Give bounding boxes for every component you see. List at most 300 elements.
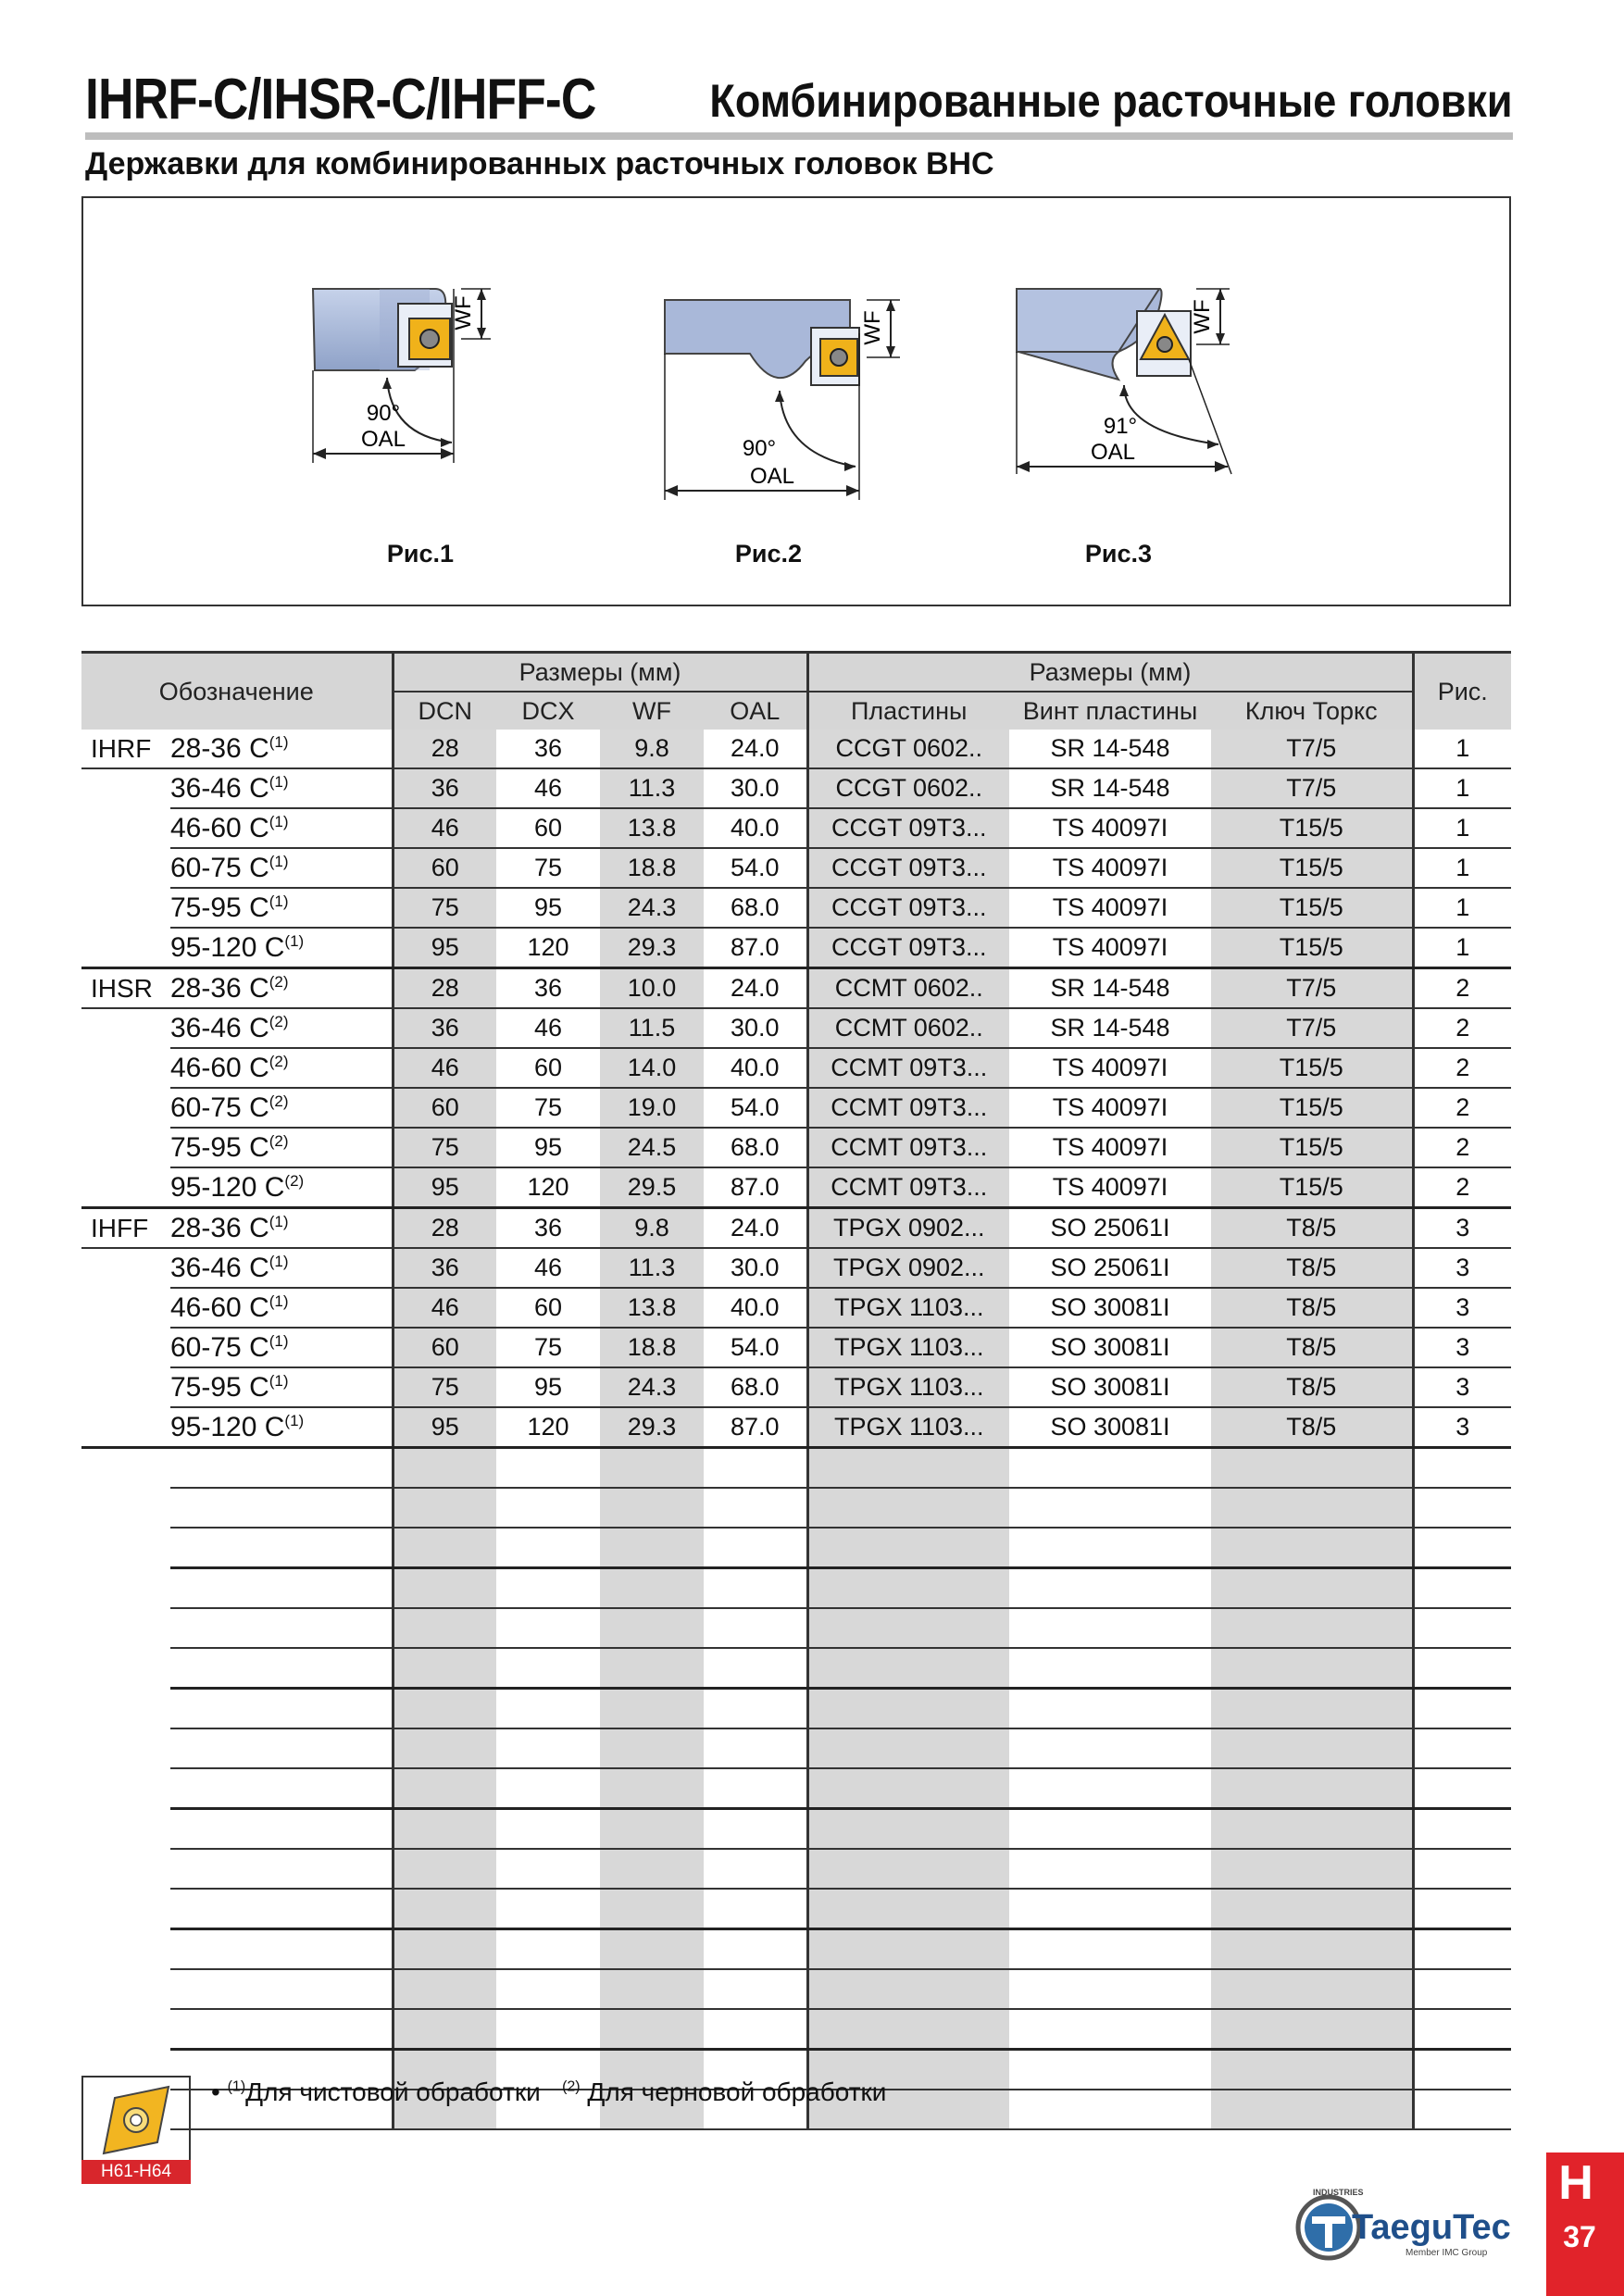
table-row (81, 888, 1511, 928)
torx-cell: T7/5 (1211, 730, 1413, 768)
designation-cell (170, 848, 393, 888)
empty-cell (1413, 2009, 1511, 2050)
table-row (81, 730, 1511, 768)
dcx-cell: 60 (496, 808, 600, 848)
empty-cell (1413, 1689, 1511, 1729)
empty-row (81, 1689, 1511, 1729)
empty-cell (807, 1929, 1009, 1970)
empty-cell (81, 1568, 170, 1609)
empty-cell (81, 1608, 170, 1648)
insert-cell: CCMT 09T3... (807, 1088, 1009, 1128)
designation-cell (170, 1367, 393, 1407)
empty-cell (807, 2009, 1009, 2050)
empty-cell (1009, 2050, 1211, 2090)
header-dcx: DCX (496, 692, 600, 730)
insert-cell: CCGT 0602.. (807, 730, 1009, 768)
wf-cell: 13.8 (600, 808, 704, 848)
dcn-cell: 75 (393, 888, 496, 928)
insert-cell: TPGX 1103... (807, 1328, 1009, 1367)
designation-cell (170, 928, 393, 968)
screw-cell: SR 14-548 (1009, 768, 1211, 808)
wf-cell: 24.3 (600, 888, 704, 928)
header-fig: Рис. (1413, 653, 1511, 730)
designation-note: (1) (269, 892, 289, 910)
screw-cell: SR 14-548 (1009, 1008, 1211, 1048)
empty-cell (1211, 1528, 1413, 1568)
series-cell (81, 1128, 170, 1167)
insert-cell: TPGX 1103... (807, 1367, 1009, 1407)
table-row (81, 1008, 1511, 1048)
dcx-cell: 120 (496, 1167, 600, 1208)
empty-cell (1009, 1969, 1211, 2009)
fig-cell: 3 (1413, 1288, 1511, 1328)
empty-cell (807, 1488, 1009, 1528)
empty-cell (1211, 1568, 1413, 1609)
table-row (81, 1328, 1511, 1367)
empty-cell (170, 1969, 393, 2009)
empty-cell (1413, 1768, 1511, 1809)
footnotes (211, 2078, 886, 2107)
empty-cell (393, 1448, 496, 1489)
empty-cell (807, 1689, 1009, 1729)
designation-note: (2) (269, 1092, 289, 1110)
screw-cell: TS 40097I (1009, 1128, 1211, 1167)
empty-cell (704, 1969, 807, 2009)
dcx-cell: 60 (496, 1048, 600, 1088)
screw-cell: TS 40097I (1009, 1048, 1211, 1088)
designation-note: (1) (269, 1292, 289, 1310)
empty-cell (704, 1768, 807, 1809)
screw-cell: TS 40097I (1009, 928, 1211, 968)
wf-cell: 13.8 (600, 1288, 704, 1328)
empty-cell (1009, 1929, 1211, 1970)
designation-text: 95-120 C (170, 931, 285, 963)
oal-cell: 40.0 (704, 808, 807, 848)
empty-row (81, 1648, 1511, 1689)
designation-text: 36-46 C (170, 1012, 269, 1043)
section-subtitle: Державки для комбинированных расточных головок BHC (85, 146, 994, 181)
figures-panel (81, 196, 1511, 606)
empty-cell (1211, 1448, 1413, 1489)
empty-row (81, 1728, 1511, 1768)
empty-row (81, 1608, 1511, 1648)
fig1-oal-label: OAL (360, 427, 406, 452)
screw-cell: SR 14-548 (1009, 968, 1211, 1009)
note2-mark: (2) (562, 2078, 581, 2095)
oal-cell: 24.0 (704, 968, 807, 1009)
empty-cell (1413, 1448, 1511, 1489)
series-cell (81, 848, 170, 888)
insert-cell: CCMT 09T3... (807, 1128, 1009, 1167)
empty-cell (170, 2009, 393, 2050)
wf-cell: 11.5 (600, 1008, 704, 1048)
empty-cell (393, 1929, 496, 1970)
empty-row (81, 1929, 1511, 1970)
dcn-cell: 46 (393, 1048, 496, 1088)
dcn-cell: 95 (393, 1407, 496, 1448)
table-row (81, 1088, 1511, 1128)
empty-cell (393, 1488, 496, 1528)
designation-note: (1) (269, 1371, 289, 1390)
table-row (81, 1248, 1511, 1288)
fig-cell: 2 (1413, 1167, 1511, 1208)
empty-cell (1009, 2009, 1211, 2050)
dcx-cell: 60 (496, 1288, 600, 1328)
oal-cell: 30.0 (704, 1008, 807, 1048)
wf-cell: 29.3 (600, 1407, 704, 1448)
dcx-cell: 36 (496, 730, 600, 768)
empty-cell (170, 1689, 393, 1729)
dcn-cell: 28 (393, 968, 496, 1009)
empty-cell (81, 1929, 170, 1970)
insert-cell: CCGT 0602.. (807, 768, 1009, 808)
empty-cell (1009, 1809, 1211, 1850)
empty-cell (1413, 1849, 1511, 1889)
fig-cell: 2 (1413, 1088, 1511, 1128)
fig2-drawing (657, 287, 954, 509)
torx-cell: T15/5 (1211, 1048, 1413, 1088)
empty-cell (600, 1809, 704, 1850)
fig-cell: 3 (1413, 1248, 1511, 1288)
oal-cell: 24.0 (704, 1208, 807, 1249)
screw-cell: TS 40097I (1009, 1088, 1211, 1128)
torx-cell: T8/5 (1211, 1248, 1413, 1288)
table-row (81, 768, 1511, 808)
empty-cell (1009, 1488, 1211, 1528)
empty-cell (1211, 1849, 1413, 1889)
empty-cell (393, 2009, 496, 2050)
designation-note: (1) (269, 1331, 289, 1350)
empty-cell (807, 1608, 1009, 1648)
screw-cell: SO 25061I (1009, 1208, 1211, 1249)
page-title: IHRF-C/IHSR-C/IHFF-C (85, 68, 596, 131)
fig-cell: 3 (1413, 1208, 1511, 1249)
wf-cell: 18.8 (600, 1328, 704, 1367)
fig-cell: 3 (1413, 1367, 1511, 1407)
screw-cell: SO 30081I (1009, 1328, 1211, 1367)
empty-cell (496, 1889, 600, 1929)
table-row (81, 808, 1511, 848)
empty-cell (600, 1889, 704, 1929)
designation-text: 75-95 C (170, 892, 269, 923)
torx-cell: T8/5 (1211, 1288, 1413, 1328)
designation-text: 60-75 C (170, 852, 269, 883)
empty-cell (81, 1648, 170, 1689)
screw-cell: TS 40097I (1009, 1167, 1211, 1208)
brand-name: TaeguTec (1352, 2208, 1511, 2247)
header-oal: OAL (704, 692, 807, 730)
empty-cell (393, 1689, 496, 1729)
empty-row (81, 1768, 1511, 1809)
empty-cell (393, 1849, 496, 1889)
empty-cell (1211, 1648, 1413, 1689)
dcx-cell: 120 (496, 1407, 600, 1448)
fig-cell: 1 (1413, 730, 1511, 768)
section-letter: H (1558, 2156, 1593, 2210)
empty-cell (600, 1568, 704, 1609)
empty-cell (1211, 1889, 1413, 1929)
dcx-cell: 120 (496, 928, 600, 968)
insert-cell: TPGX 0902... (807, 1248, 1009, 1288)
empty-cell (1009, 1448, 1211, 1489)
empty-cell (81, 1728, 170, 1768)
oal-cell: 54.0 (704, 1328, 807, 1367)
fig-cell: 1 (1413, 888, 1511, 928)
dcn-cell: 28 (393, 730, 496, 768)
designation-cell (170, 1048, 393, 1088)
brand-sub: Member IMC Group (1405, 2248, 1488, 2258)
empty-cell (1211, 1728, 1413, 1768)
screw-cell: SO 25061I (1009, 1248, 1211, 1288)
designation-cell (170, 768, 393, 808)
dcx-cell: 75 (496, 848, 600, 888)
fig2-caption: Рис.2 (734, 540, 803, 568)
series-cell (81, 1367, 170, 1407)
empty-cell (1211, 1488, 1413, 1528)
dcn-cell: 75 (393, 1367, 496, 1407)
category-title: Комбинированные расточные головки (709, 75, 1513, 127)
insert-icon (83, 2078, 189, 2161)
empty-cell (1211, 1809, 1413, 1850)
spec-table (81, 651, 1511, 2130)
wf-cell: 14.0 (600, 1048, 704, 1088)
series-cell (81, 1407, 170, 1448)
empty-cell (1211, 1929, 1413, 1970)
empty-cell (496, 1969, 600, 2009)
fig2-wf-label: WF (860, 310, 885, 345)
designation-cell (170, 1328, 393, 1367)
empty-cell (81, 2009, 170, 2050)
designation-note: (1) (284, 1411, 305, 1429)
screw-cell: SR 14-548 (1009, 730, 1211, 768)
torx-cell: T15/5 (1211, 1128, 1413, 1167)
insert-cell: CCGT 09T3... (807, 848, 1009, 888)
empty-cell (1413, 2090, 1511, 2129)
torx-cell: T8/5 (1211, 1208, 1413, 1249)
screw-cell: SO 30081I (1009, 1288, 1211, 1328)
empty-cell (600, 1648, 704, 1689)
oal-cell: 54.0 (704, 848, 807, 888)
fig3-wf-label: WF (1190, 299, 1215, 334)
designation-cell (170, 808, 393, 848)
fig-cell: 1 (1413, 808, 1511, 848)
insert-page-ref[interactable]: H61-H64 (81, 2160, 191, 2184)
series-cell (81, 1248, 170, 1288)
empty-row (81, 1488, 1511, 1528)
empty-cell (1009, 1889, 1211, 1929)
fig1-caption: Рис.1 (386, 540, 455, 568)
dcn-cell: 95 (393, 928, 496, 968)
empty-cell (704, 1448, 807, 1489)
empty-cell (496, 1849, 600, 1889)
torx-cell: T7/5 (1211, 968, 1413, 1009)
empty-cell (170, 1809, 393, 1850)
empty-row (81, 1809, 1511, 1850)
designation-note: (2) (269, 1012, 289, 1030)
dcx-cell: 36 (496, 968, 600, 1009)
empty-cell (170, 1448, 393, 1489)
empty-cell (600, 1448, 704, 1489)
table-row (81, 1367, 1511, 1407)
empty-cell (1413, 1929, 1511, 1970)
empty-cell (496, 1568, 600, 1609)
fig-cell: 1 (1413, 928, 1511, 968)
empty-cell (393, 1528, 496, 1568)
torx-cell: T7/5 (1211, 1008, 1413, 1048)
screw-cell: SO 30081I (1009, 1407, 1211, 1448)
empty-cell (704, 1488, 807, 1528)
empty-cell (496, 1809, 600, 1850)
series-cell (81, 808, 170, 848)
oal-cell: 68.0 (704, 1128, 807, 1167)
empty-cell (496, 1608, 600, 1648)
torx-cell: T15/5 (1211, 808, 1413, 848)
empty-row (81, 1448, 1511, 1489)
empty-cell (170, 1488, 393, 1528)
empty-cell (1413, 1969, 1511, 2009)
dcx-cell: 95 (496, 1367, 600, 1407)
insert-cell: CCMT 0602.. (807, 968, 1009, 1009)
oal-cell: 30.0 (704, 1248, 807, 1288)
empty-cell (393, 1969, 496, 2009)
designation-text: 46-60 C (170, 812, 269, 843)
designation-note: (1) (269, 812, 289, 830)
dcn-cell: 36 (393, 768, 496, 808)
empty-row (81, 1849, 1511, 1889)
designation-cell (170, 1008, 393, 1048)
designation-cell (170, 1288, 393, 1328)
fig2-angle-label: 90° (742, 436, 777, 461)
empty-cell (170, 1528, 393, 1568)
dcx-cell: 95 (496, 888, 600, 928)
insert-cell: CCGT 09T3... (807, 928, 1009, 968)
series-cell (81, 888, 170, 928)
designation-note: (1) (269, 852, 289, 870)
empty-cell (496, 1528, 600, 1568)
dcx-cell: 95 (496, 1128, 600, 1167)
oal-cell: 24.0 (704, 730, 807, 768)
screw-cell: TS 40097I (1009, 848, 1211, 888)
oal-cell: 68.0 (704, 1367, 807, 1407)
torx-cell: T15/5 (1211, 1088, 1413, 1128)
empty-cell (1009, 1608, 1211, 1648)
screw-cell: TS 40097I (1009, 808, 1211, 848)
empty-cell (1413, 2050, 1511, 2090)
empty-cell (81, 1528, 170, 1568)
designation-note: (1) (269, 772, 289, 791)
empty-cell (1009, 1689, 1211, 1729)
empty-cell (81, 1889, 170, 1929)
empty-cell (1413, 1648, 1511, 1689)
header-parts: Размеры (мм) (807, 653, 1413, 693)
empty-cell (807, 1849, 1009, 1889)
empty-cell (704, 1608, 807, 1648)
fig-cell: 1 (1413, 768, 1511, 808)
empty-cell (704, 1849, 807, 1889)
empty-cell (496, 1768, 600, 1809)
empty-cell (1413, 1528, 1511, 1568)
empty-cell (170, 1929, 393, 1970)
wf-cell: 11.3 (600, 1248, 704, 1288)
dcx-cell: 36 (496, 1208, 600, 1249)
empty-cell (170, 1849, 393, 1889)
wf-cell: 24.3 (600, 1367, 704, 1407)
oal-cell: 40.0 (704, 1048, 807, 1088)
oal-cell: 87.0 (704, 1167, 807, 1208)
empty-cell (1009, 1768, 1211, 1809)
torx-cell: T8/5 (1211, 1328, 1413, 1367)
empty-cell (81, 1768, 170, 1809)
empty-cell (807, 1768, 1009, 1809)
series-cell (81, 1008, 170, 1048)
designation-cell (170, 1208, 393, 1249)
oal-cell: 87.0 (704, 1407, 807, 1448)
empty-cell (704, 1568, 807, 1609)
empty-cell (496, 1488, 600, 1528)
table-row (81, 1208, 1511, 1249)
dcn-cell: 60 (393, 1328, 496, 1367)
table-row (81, 1407, 1511, 1448)
wf-cell: 11.3 (600, 768, 704, 808)
screw-cell: SO 30081I (1009, 1367, 1211, 1407)
empty-cell (807, 1528, 1009, 1568)
designation-note: (1) (269, 1212, 289, 1230)
empty-cell (1009, 1528, 1211, 1568)
empty-cell (1413, 1889, 1511, 1929)
brand-top-text: INDUSTRIES (1313, 2188, 1364, 2197)
empty-cell (393, 1648, 496, 1689)
empty-cell (1211, 1969, 1413, 2009)
dcx-cell: 46 (496, 1248, 600, 1288)
empty-cell (1413, 1809, 1511, 1850)
fig1-drawing (306, 278, 583, 481)
designation-text: 75-95 C (170, 1371, 269, 1403)
empty-cell (704, 1889, 807, 1929)
empty-cell (1211, 2050, 1413, 2090)
empty-cell (81, 1689, 170, 1729)
empty-cell (81, 1849, 170, 1889)
empty-cell (600, 1728, 704, 1768)
empty-cell (807, 1728, 1009, 1768)
series-cell (81, 928, 170, 968)
oal-cell: 54.0 (704, 1088, 807, 1128)
fig-cell: 1 (1413, 848, 1511, 888)
table-row (81, 1128, 1511, 1167)
series-cell (81, 768, 170, 808)
insert-cell: CCMT 09T3... (807, 1048, 1009, 1088)
designation-cell (170, 1167, 393, 1208)
header-dcn: DCN (393, 692, 496, 730)
wf-cell: 29.3 (600, 928, 704, 968)
series-cell (81, 1048, 170, 1088)
insert-cell: TPGX 0902... (807, 1208, 1009, 1249)
fig1-angle-label: 90° (366, 401, 401, 426)
empty-cell (600, 1528, 704, 1568)
insert-cell: CCMT 09T3... (807, 1167, 1009, 1208)
dcx-cell: 75 (496, 1088, 600, 1128)
empty-cell (807, 1568, 1009, 1609)
torx-cell: T15/5 (1211, 928, 1413, 968)
empty-cell (807, 1889, 1009, 1929)
oal-cell: 30.0 (704, 768, 807, 808)
empty-cell (170, 1568, 393, 1609)
header-screw: Винт пластины (1009, 692, 1211, 730)
header-wf: WF (600, 692, 704, 730)
empty-cell (600, 1969, 704, 2009)
designation-note: (1) (269, 732, 289, 751)
designation-cell (170, 1407, 393, 1448)
dcn-cell: 60 (393, 848, 496, 888)
